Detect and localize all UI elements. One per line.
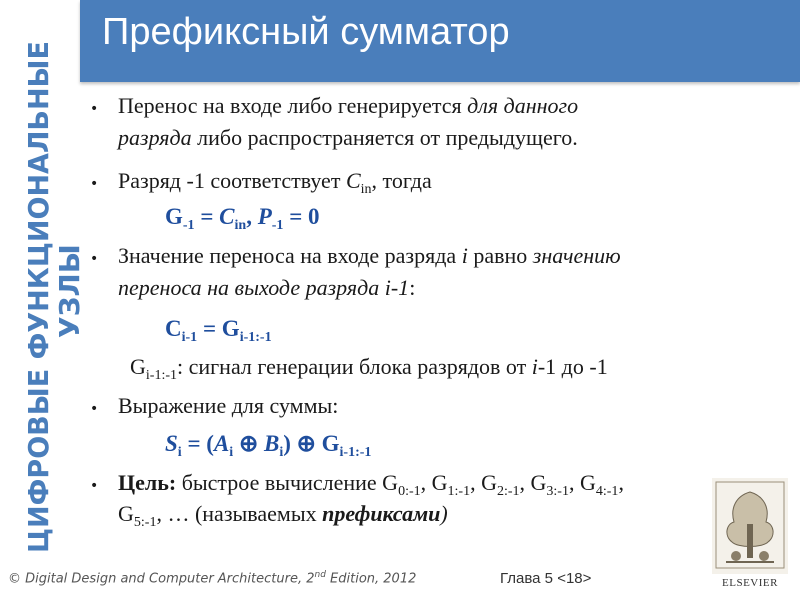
title-bar	[80, 0, 800, 82]
bullet-2: Разряд -1 соответствует $C_{in}$, тогда	[118, 168, 432, 197]
bullet-5-line-1: Цель: быстрое вычисление $G_{0:-1}$, $G_{1:-1}$, $G_{2:-1}$, $G_{3:-1}$, $G_{4:-1}$,	[118, 470, 624, 499]
bullet-marker: •	[90, 251, 99, 267]
bullet-3-line-1: Значение переноса на входе разряда i равно значению	[118, 243, 621, 268]
side-heading	[0, 0, 86, 560]
bullet-3-line-2: переноса на выходе разряда i-1:	[118, 275, 416, 300]
bullet-4: Выражение для суммы:	[118, 393, 339, 418]
bullet-marker: •	[90, 401, 99, 417]
side-heading-line2: УЗЛЫ	[53, 244, 86, 338]
bullet-5-line-2: $G_{5:-1}$, … (называемых префиксами)	[118, 501, 448, 530]
bullet-1-line-1: Перенос на входе либо генерируется для данного	[118, 93, 579, 118]
elsevier-logo-text: ELSEVIER	[722, 577, 778, 589]
page-number: Глава 5 <18>	[500, 570, 592, 587]
bullet-1-line-2: разряда либо распространяется от предыдущего.	[118, 125, 578, 150]
formula-carry: $C_{i-1} = G_{i-1:-1}$	[165, 316, 272, 345]
bullet-marker: •	[90, 101, 99, 117]
bullet-marker: •	[90, 478, 99, 494]
copyright-footer: © Digital Design and Computer Architecture, 2nd Edition, 2012	[8, 570, 417, 587]
side-heading-line1: ЦИФРОВЫЕ ФУНКЦИОНАЛЬНЫЕ	[22, 22, 55, 553]
bullet-marker: •	[90, 176, 99, 192]
slide-title: Префиксный сумматор	[102, 11, 510, 53]
elsevier-logo	[712, 478, 788, 590]
generate-signal-note: $G_{i-1:-1}$: сигнал генерации блока разрядов от i-1 до -1	[130, 354, 608, 383]
formula-sum: $S_i = (A_i$ ⊕ $B_i$) ⊕ $G_{i-1:-1}$	[165, 431, 372, 460]
formula-g-minus-1: $G_{-1} = C_{in}$, $P_{-1} = 0$	[165, 204, 320, 233]
